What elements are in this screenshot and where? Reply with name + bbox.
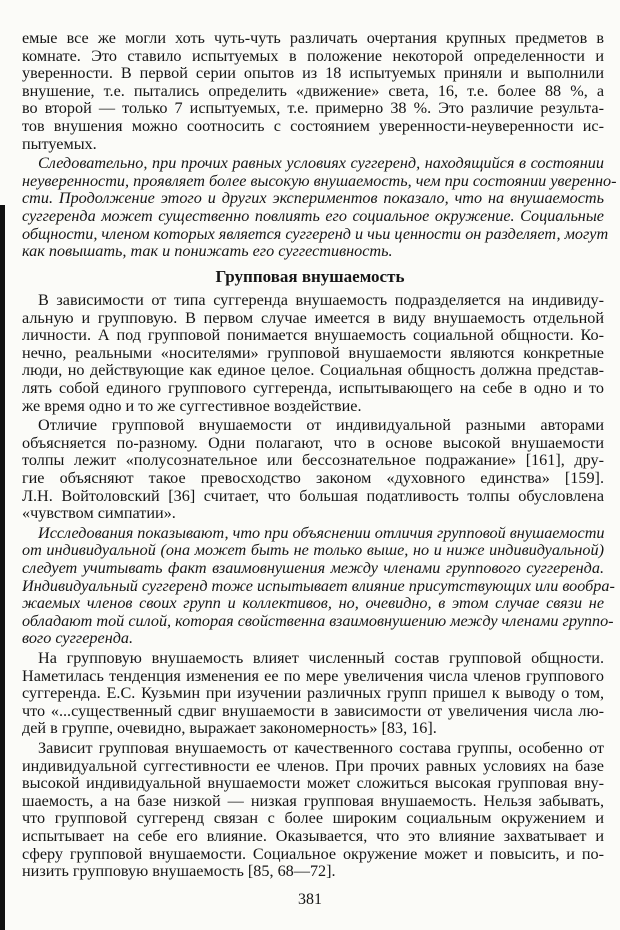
text-line: что «...существенный сдвиг внушаемости в зависимости от увеличения числа лю- (22, 701, 604, 720)
text-line: В зависимости от типа суггеренда внушаемость подразделяется на индивиду- (38, 291, 604, 309)
text-line: уверенности. В первой серии опытов из 18 испытуемых приняли и выполнили (22, 64, 604, 83)
text-line: Индивидуальный суггеренд тоже испытывает влияние присутствующих или вообра- (22, 576, 615, 595)
paragraph (22, 650, 604, 738)
text-line: Зависит групповая внушаемость от качественного состава группы, особенно от (38, 739, 604, 757)
text-line: Исследования показывают, что при объяснении отличия групповой внушаемости (38, 523, 605, 542)
text-line: испытывает на себе его влияние. Оказывается, что это влияние захватывает и (22, 826, 604, 845)
italic-paragraph (22, 154, 617, 261)
text-line: сти. Продолжение этого и других экспериментов показало, что на внушаемость (22, 189, 604, 208)
text-line: как повышать, так и понижать его суггестивность. (22, 242, 393, 261)
text-line: Следовательно, при прочих равных условиях суггеренд, находящийся в состоянии (38, 154, 604, 173)
text-line: индивидуальной суггестивности ее членов. При прочих равных условиях на базе (22, 756, 604, 775)
paragraph (22, 417, 604, 523)
text-line: тов внушения можно соотносить с состоянием уверенности-неуверенности ис- (22, 116, 604, 135)
text-line: нечно, реальными «носителями» групповой внушаемости являются конкретные (22, 343, 604, 362)
text-line: объясняется по-разному. Одни полагают, что в основе высокой внушаемости (22, 433, 604, 452)
text-line: толпы лежит «полусознательное или бессознательное подражание» [161], дру- (22, 451, 604, 470)
text-line: пытуемых. (22, 134, 97, 153)
text-line: гие объясняют такое превосходство законом «духовного единства» [159]. (22, 468, 604, 487)
text-line: шаемость, а на базе низкой — низкая групповая внушаемость. Нельзя забывать, (22, 791, 604, 810)
text-line: обладают той силой, которая свойственна взаимовнушению между членами группо- (22, 611, 614, 630)
text-line: общности, членом которых является суггеренд и чьи ценности он разделяет, могут (22, 224, 609, 243)
text-line: высокой индивидуальной внушаемости может сложиться высокая групповая вну- (22, 774, 604, 793)
text-line: низить групповую внушаемость [85, 68—72]. (22, 862, 336, 881)
text-line: сферу групповой внушаемости. Социальное окружение может и повысить, и по- (22, 844, 604, 863)
paragraph (22, 740, 604, 881)
text-line: от индивидуальной (она может быть не только выше, но и ниже индивидуальной) (22, 541, 604, 560)
text-line: альную и групповую. В первом случае имеется в виду внушаемость отдельной (22, 308, 604, 327)
paragraph (22, 292, 604, 415)
text-line: вого суггеренда. (22, 629, 134, 648)
paragraph (22, 30, 604, 153)
text-line: что групповой суггеренд связан с более широким социальным окружением и (22, 809, 604, 828)
text-line: личности. А под групповой понимается внушаемость социальной общности. Ко- (22, 326, 604, 345)
text-line: жаемых членов своих групп и коллективов, но, очевидно, в этом случае связи не (22, 594, 604, 613)
text-line: Наметилась тенденция изменения ее по мере увеличения числа членов группового (22, 666, 604, 685)
text-line: лять собой единого группового суггеренда, испытывающего на себе в одно и то (22, 378, 604, 397)
text-line: же время одно и то же суггестивное воздействие. (22, 396, 362, 415)
scan-edge-shadow (0, 205, 5, 930)
italic-paragraph (22, 523, 615, 648)
text-line: внушение, т.е. пытались определить «движение» света, 16, т.е. более 88 %, а (22, 81, 604, 100)
page-number: 381 (298, 891, 322, 908)
text-line: дей в группе, очевидно, выражает закономерность» [83, 16]. (22, 719, 437, 738)
text-line: следует учитывать факт взаимовнушения между членами группового суггеренда. (22, 558, 604, 577)
text-line: суггеренда. Е.С. Кузьмин при изучении различных групп пришел к выводу о том, (22, 684, 604, 703)
section-heading: Групповая внушаемость (215, 267, 405, 286)
text-line: емые все же могли хоть чуть-чуть различать очертания крупных предметов в (22, 29, 604, 47)
text-line: суггеренда может существенно повлиять его социальное окружение. Социальные (22, 206, 604, 225)
text-line: На групповую внушаемость влияет численный состав групповой общности. (38, 649, 604, 667)
text-line: люди, но действующие как единое целое. Социальная общность должна представ- (22, 361, 604, 380)
text-line: комнате. Это ставило испытуемых в положение некоторой определенности и (22, 46, 604, 65)
text-line: Отличие групповой внушаемости от индивидуальной разными авторами (38, 416, 604, 435)
text-line: «чувством симпатии». (22, 504, 176, 523)
text-line: во второй — только 7 испытуемых, т.е. примерно 38 %. Это различие результа- (22, 99, 604, 118)
text-line: Л.Н. Войтоловский [36] считает, что большая податливость толпы обусловлена (22, 486, 604, 505)
text-line: неуверенности, проявляет более высокую внушаемость, чем при состоянии уверенно- (22, 171, 617, 190)
